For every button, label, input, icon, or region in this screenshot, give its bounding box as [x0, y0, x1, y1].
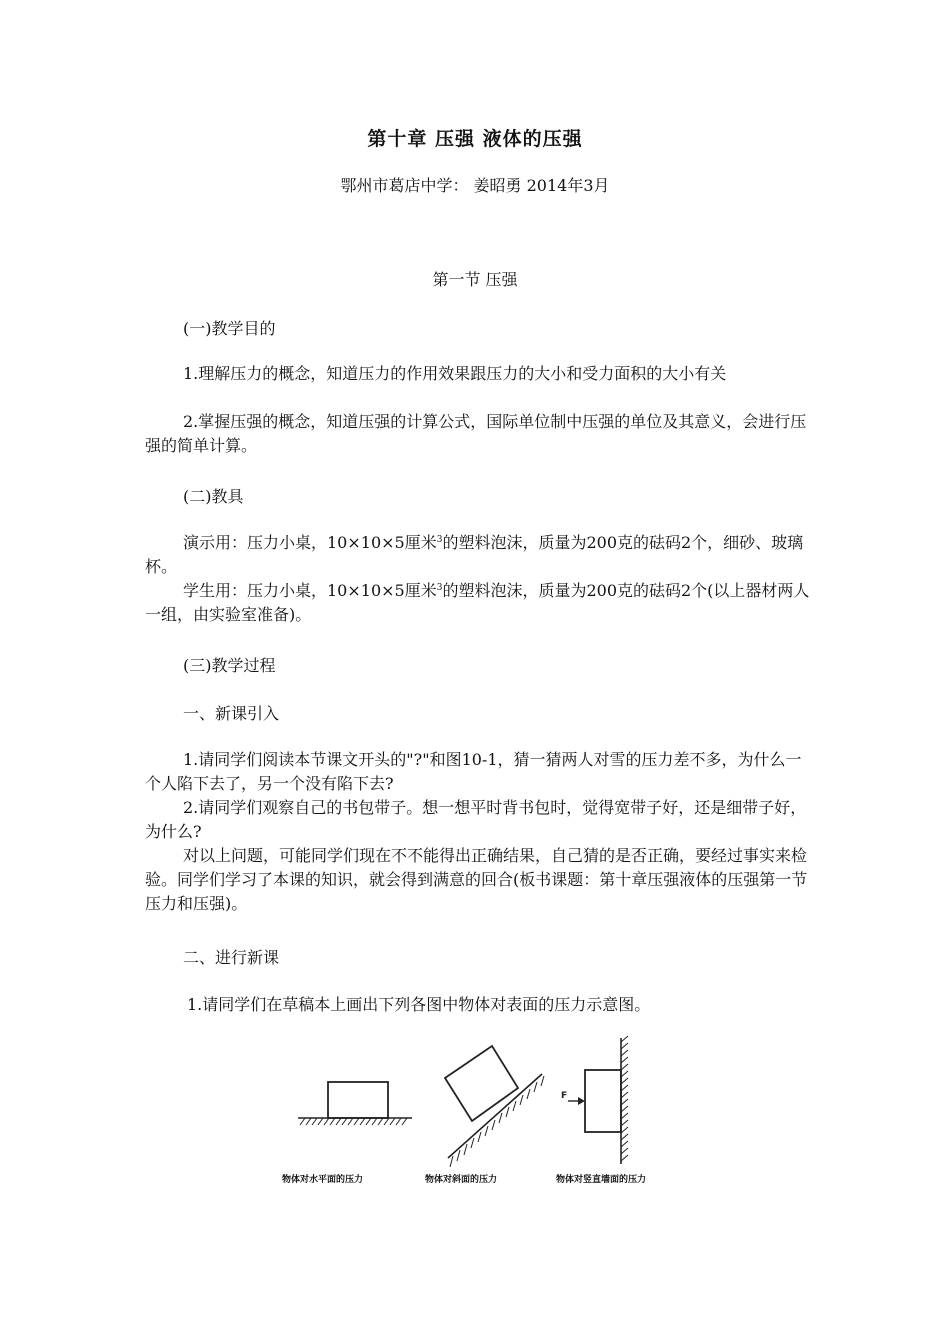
heading-teaching-process: (三)教学过程: [183, 656, 276, 675]
intro-paragraph: 对以上问题，可能同学们现在不不能得出正确结果，自己猜的是否正确，要经过事实来检验。同学们学习了本课的知识，就会得到满意的回合(板书课题：第十章压强液体的压强第一节压力和压强)。: [145, 846, 808, 913]
goal-item-1: 1.理解压力的概念，知道压力的作用效果跟压力的大小和受力面积的大小有关: [183, 364, 727, 383]
inclined-plane-diagram: [445, 1046, 544, 1167]
caption-vertical-wall: 物体对竖直墙面的压力: [556, 1175, 647, 1185]
page-title: 第十章 压强 液体的压强: [367, 128, 583, 150]
aids-demo: 演示用：压力小桌，10×10×5厘米$^3$的塑料泡沫，质量为200克的砝码2个，细砂、玻璃杯。: [145, 533, 804, 576]
sub-heading-new-lesson: 二、进行新课: [183, 948, 280, 967]
force-label: F: [561, 1091, 568, 1101]
author-line: 鄂州市葛店中学： 姜昭勇 2014年3月: [340, 176, 610, 195]
horizontal-surface-diagram: [298, 1082, 412, 1125]
intro-question-2: 2.请同学们观察自己的书包带子。想一想平时背书包时，觉得宽带子好，还是细带子好，为什么?: [145, 798, 807, 841]
caption-incline: 物体对斜面的压力: [425, 1175, 498, 1185]
intro-question-1: 1.请同学们阅读本节课文开头的"?"和图10-1，猜一猜两人对雪的压力差不多，为什么一个人陷下去了，另一个没有陷下去?: [145, 750, 802, 793]
caption-horizontal: 物体对水平面的压力: [282, 1175, 364, 1185]
heading-teaching-aids: (二)教具: [183, 487, 244, 506]
aids-student: 学生用：压力小桌，10×10×5厘米$^3$的塑料泡沫，质量为200克的砝码2个(以上器材两人一组，由实验室准备)。: [145, 581, 810, 624]
task-1: 1.请同学们在草稿本上画出下列各图中物体对表面的压力示意图。: [187, 995, 651, 1014]
sub-heading-intro: 一、新课引入: [183, 704, 280, 723]
goal-item-2: 2.掌握压强的概念，知道压强的计算公式，国际单位制中压强的单位及其意义，会进行压强的简单计算。: [145, 412, 807, 455]
heading-teaching-goals: (一)教学目的: [183, 319, 276, 338]
section-title: 第一节 压强: [432, 270, 518, 289]
vertical-wall-diagram: [568, 1036, 628, 1164]
